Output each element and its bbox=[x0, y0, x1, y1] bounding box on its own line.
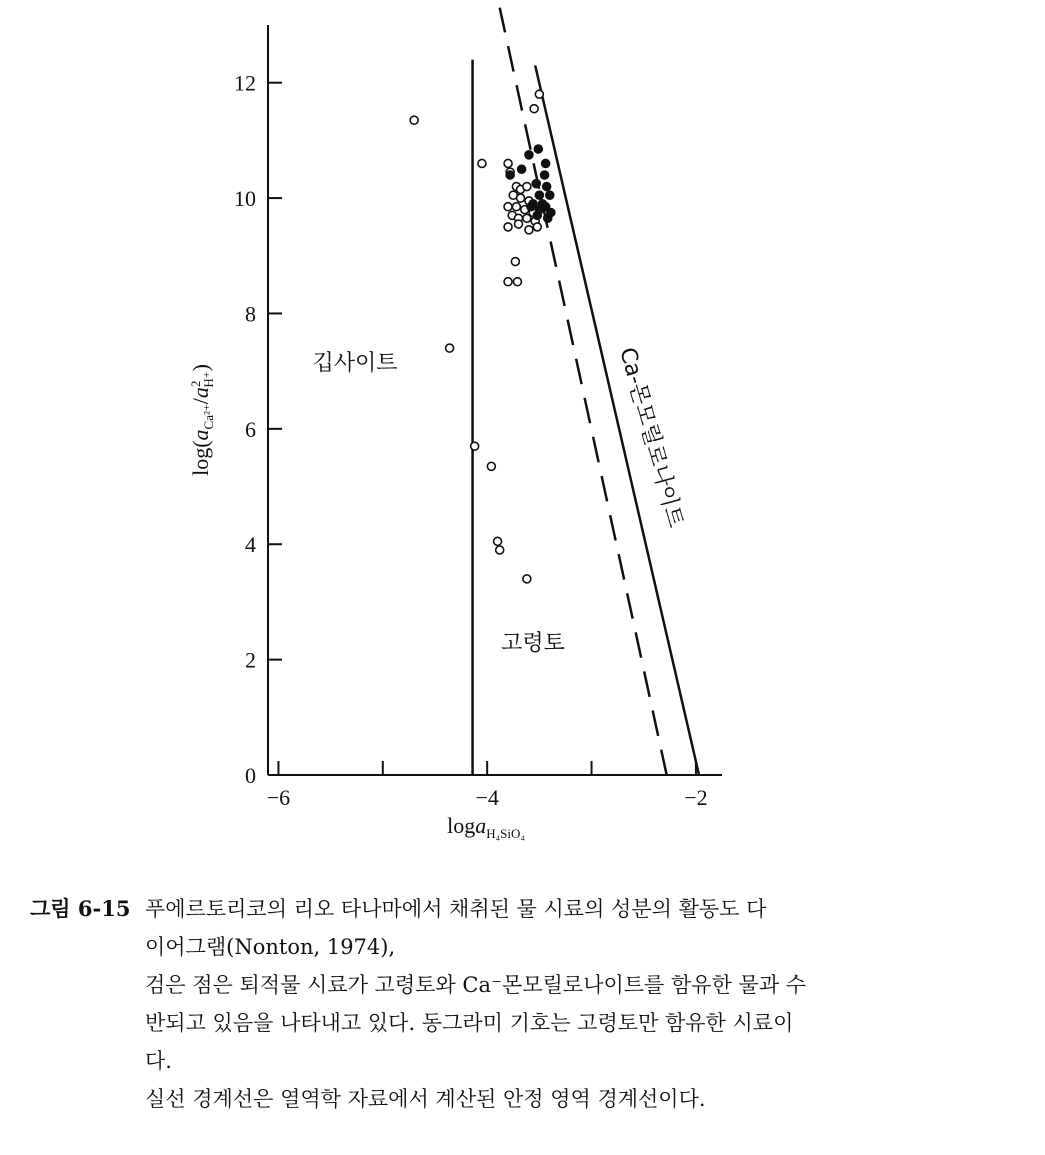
open-data-point bbox=[535, 90, 543, 98]
x-tick-label: −2 bbox=[684, 785, 708, 810]
solid-boundary-line bbox=[535, 65, 699, 775]
open-data-point bbox=[504, 223, 512, 231]
filled-data-point bbox=[506, 171, 514, 179]
y-tick-label: 2 bbox=[245, 647, 256, 673]
open-data-point bbox=[513, 278, 521, 286]
filled-data-point bbox=[532, 180, 540, 188]
open-data-point bbox=[496, 546, 504, 554]
filled-data-point bbox=[541, 171, 549, 179]
open-data-point bbox=[410, 116, 418, 124]
boundaries bbox=[473, 8, 699, 775]
x-tick-label: −6 bbox=[266, 785, 291, 810]
filled-data-point bbox=[518, 165, 526, 173]
open-data-point bbox=[511, 258, 519, 266]
y-tick-label: 0 bbox=[245, 763, 256, 788]
open-data-point bbox=[517, 194, 525, 202]
open-data-point bbox=[504, 159, 512, 167]
filled-data-point bbox=[543, 183, 551, 191]
open-data-point bbox=[523, 575, 531, 583]
open-data-point bbox=[494, 537, 502, 545]
open-data-point bbox=[446, 344, 454, 352]
filled-data-point bbox=[546, 191, 554, 199]
filled-data-point bbox=[542, 159, 550, 167]
open-data-point bbox=[478, 159, 486, 167]
open-data-point bbox=[487, 462, 495, 470]
y-tick-label: 10 bbox=[234, 186, 256, 212]
open-data-point bbox=[514, 220, 522, 228]
filled-data-point bbox=[525, 151, 533, 159]
y-tick-label: 12 bbox=[234, 70, 256, 96]
filled-data-point bbox=[527, 203, 535, 211]
open-data-point bbox=[533, 223, 541, 231]
y-tick-label: 6 bbox=[245, 416, 256, 442]
caption-line-5: 다. bbox=[145, 1049, 172, 1073]
filled-data-point bbox=[535, 191, 543, 199]
caption-line-1: 푸에르토리코의 리오 타나마에서 채취된 물 시료의 성분의 활동도 다 bbox=[145, 897, 767, 921]
caption-line-6: 실선 경계선은 열역학 자료에서 계산된 안정 영역 경계선이다. bbox=[145, 1087, 706, 1111]
open-data-point bbox=[504, 203, 512, 211]
figure-caption bbox=[30, 890, 1020, 1118]
x-axis-label: loga$_{H_4SiO_4}$ bbox=[447, 813, 525, 841]
caption-label: 그림 6-15 bbox=[30, 896, 131, 921]
open-data-point bbox=[523, 214, 531, 222]
region-label-gibbsite: 깁사이트 bbox=[312, 351, 398, 376]
region-label-montmorillonite: Ca-몬모릴로나이트 bbox=[614, 344, 688, 531]
y-tick-label: 8 bbox=[245, 301, 256, 327]
y-tick-label: 4 bbox=[245, 532, 256, 558]
filled-data-point bbox=[533, 211, 541, 219]
x-tick-label: −4 bbox=[475, 785, 499, 810]
open-data-point bbox=[523, 183, 531, 191]
caption-line-3: 검은 점은 퇴적물 시료가 고령토와 Ca⁻몬모릴로나이트를 함유한 물과 수 bbox=[145, 973, 807, 997]
open-data-point bbox=[512, 203, 520, 211]
caption-line-2: 이어그램(Nonton, 1974), bbox=[145, 935, 396, 959]
y-axis-label: $\log(a_{Ca^{2+}}/a^2H^+)$ bbox=[188, 364, 216, 476]
caption-line-4: 반되고 있음을 나타내고 있다. 동그라미 기호는 고령토만 함유한 시료이 bbox=[145, 1011, 794, 1035]
filled-data-point bbox=[544, 214, 552, 222]
open-data-point bbox=[471, 442, 479, 450]
open-data-point bbox=[504, 278, 512, 286]
open-data-point bbox=[530, 105, 538, 113]
ticks bbox=[234, 71, 708, 810]
open-data-point bbox=[525, 226, 533, 234]
region-label-kaolinite: 고령토 bbox=[501, 631, 565, 656]
filled-data-point bbox=[534, 145, 542, 153]
